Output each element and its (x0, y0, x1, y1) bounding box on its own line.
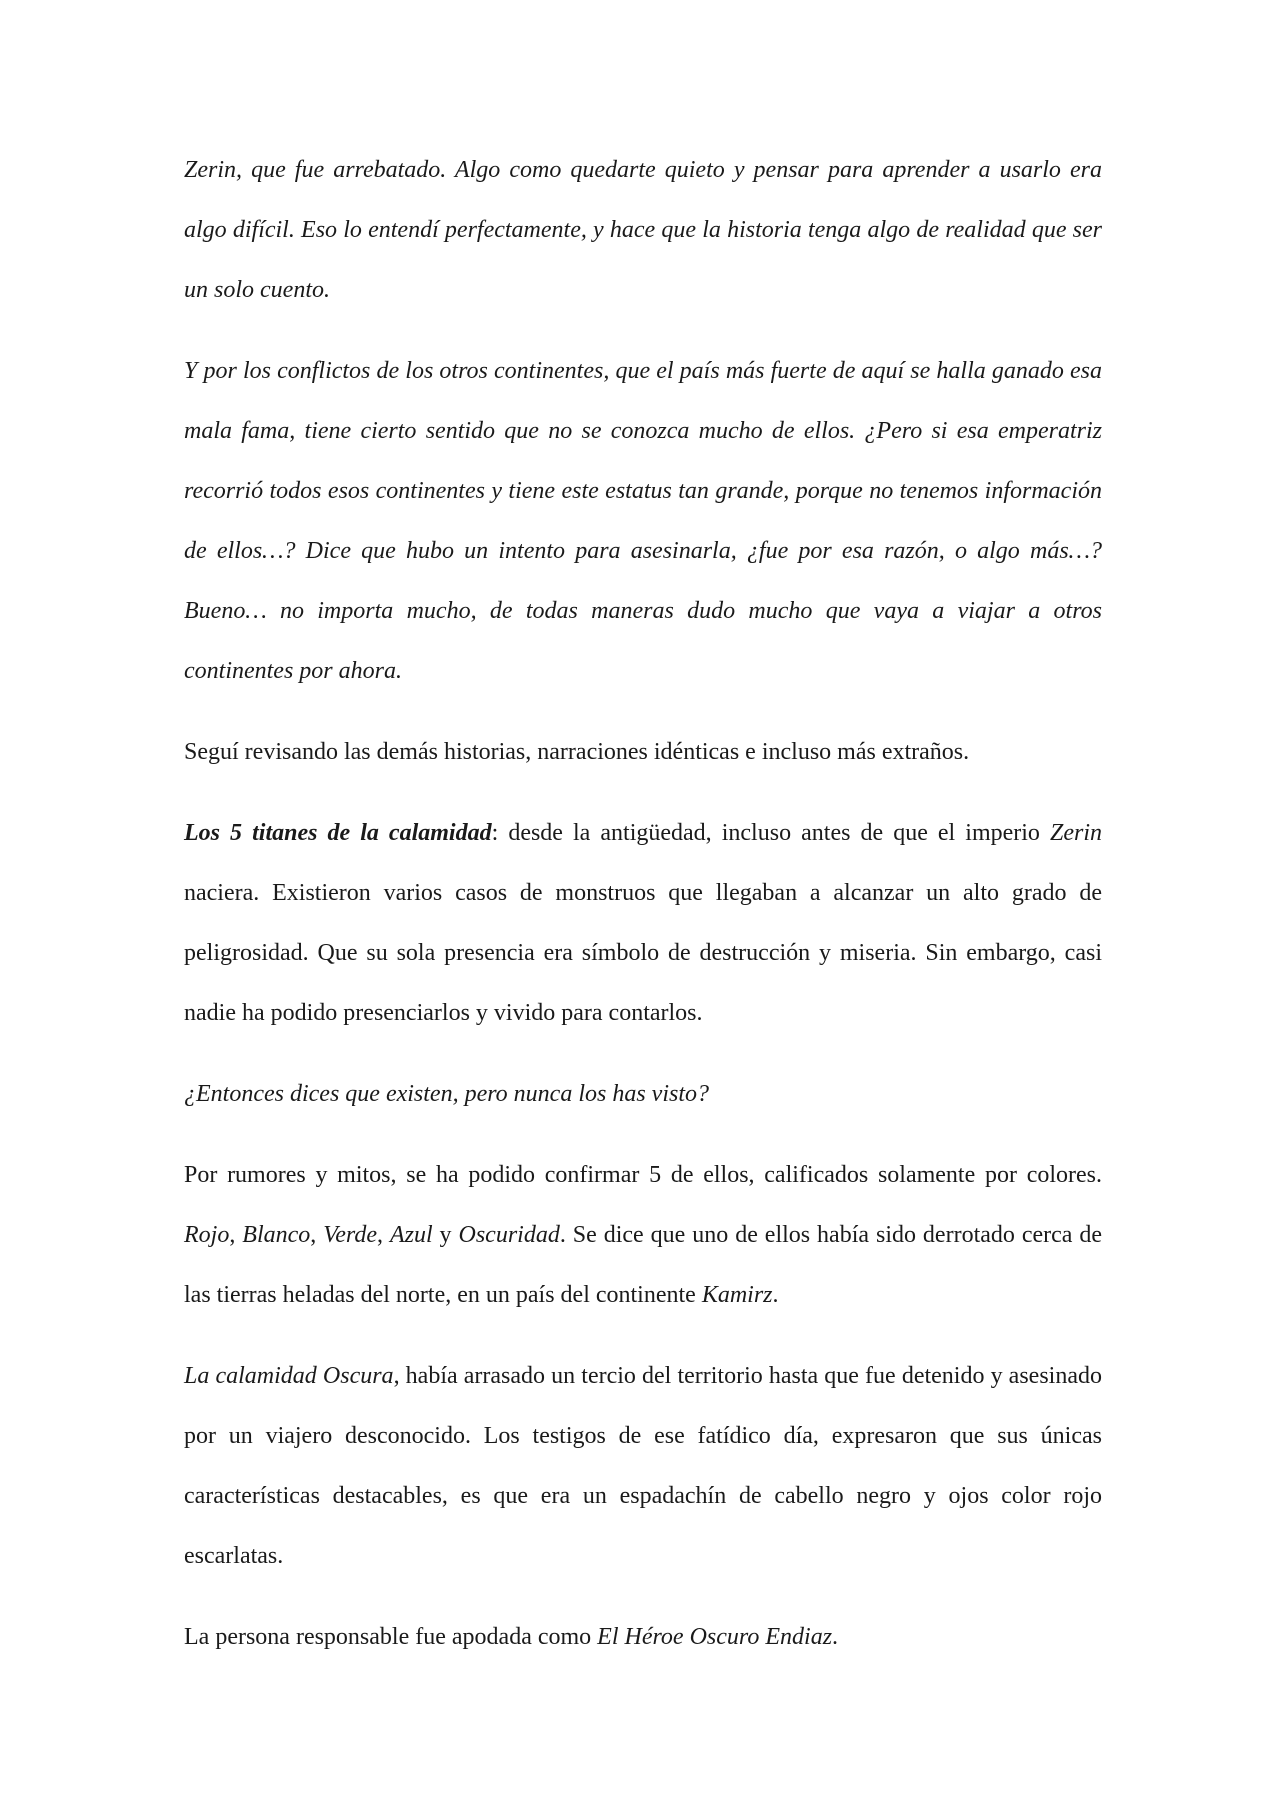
text-run: Oscuridad (458, 1222, 560, 1248)
text-run: Blanco (242, 1222, 311, 1248)
paragraph (184, 1346, 1102, 1586)
text-run: . (772, 1282, 779, 1308)
text-run: ¿Entonces dices que existen, pero nunca los has visto? (184, 1081, 709, 1107)
text-run: Por rumores y mitos, se ha podido confirmar 5 de ellos, calificados solamente por colores. (184, 1162, 1102, 1188)
text-run: , había arrasado un tercio del territorio hasta que fue detenido y asesinado por un viajero desconocido. Los testigos de ese fatídico día, expresaron que sus únicas características destacables, es que era un espadachín de cabello negro y ojos color rojo escarlatas. (184, 1363, 1102, 1569)
text-run: Y por los conflictos de los otros continentes, que el país más fuerte de aquí se halla ganado esa mala fama, tiene cierto sentido que no se conozca mucho de ellos. ¿Pero si esa emperatriz recorrió todos esos continentes y tiene este estatus tan grande, porque no tenemos información de ellos…? Dice que hubo un intento para asesinarla, ¿fue por esa razón, o algo más…? Bueno… no importa mucho, de todas maneras dudo mucho que vaya a viajar a otros continentes por ahora. (184, 358, 1102, 684)
text-run: El Héroe Oscuro Endiaz (597, 1624, 833, 1650)
text-run: naciera. Existieron varios casos de monstruos que llegaban a alcanzar un alto grado de peligrosidad. Que su sola presencia era símbolo de destrucción y miseria. Sin embargo, casi nadie ha podido presenciarlos y vivido para contarlos. (184, 880, 1102, 1026)
text-run: y (432, 1222, 459, 1248)
paragraph (184, 341, 1102, 701)
text-run: Kamirz (701, 1282, 773, 1308)
paragraph (184, 140, 1102, 320)
text-run: Zerin (1049, 820, 1102, 846)
section-heading: Los 5 titanes de la calamidad (184, 820, 492, 846)
text-column (184, 140, 1102, 1667)
text-run: : desde la antigüedad, incluso antes de que el imperio (491, 820, 1050, 846)
text-run: Verde (323, 1222, 377, 1248)
paragraph (184, 1145, 1102, 1325)
paragraph (184, 722, 1102, 782)
text-run: . (832, 1624, 839, 1650)
text-run: La persona responsable fue apodada como (184, 1624, 598, 1650)
text-run: , (229, 1222, 243, 1248)
text-run: Rojo (184, 1222, 230, 1248)
text-run: La calamidad Oscura (184, 1363, 394, 1389)
text-run: , (310, 1222, 324, 1248)
paragraph (184, 1064, 1102, 1124)
paragraph (184, 803, 1102, 1043)
text-run: Azul (389, 1222, 433, 1248)
text-run: , (376, 1222, 390, 1248)
paragraph (184, 1607, 1102, 1667)
text-run: . Se dice que uno de ellos había sido derrotado cerca de las tierras heladas del norte, en un país del continente (184, 1222, 1103, 1308)
text-run: Zerin, que fue arrebatado. Algo como quedarte quieto y pensar para aprender a usarlo era algo difícil. Eso lo entendí perfectamente, y hace que la historia tenga algo de realidad que ser un solo cuento. (184, 157, 1102, 303)
text-run: Seguí revisando las demás historias, narraciones idénticas e incluso más extraños. (184, 739, 970, 765)
